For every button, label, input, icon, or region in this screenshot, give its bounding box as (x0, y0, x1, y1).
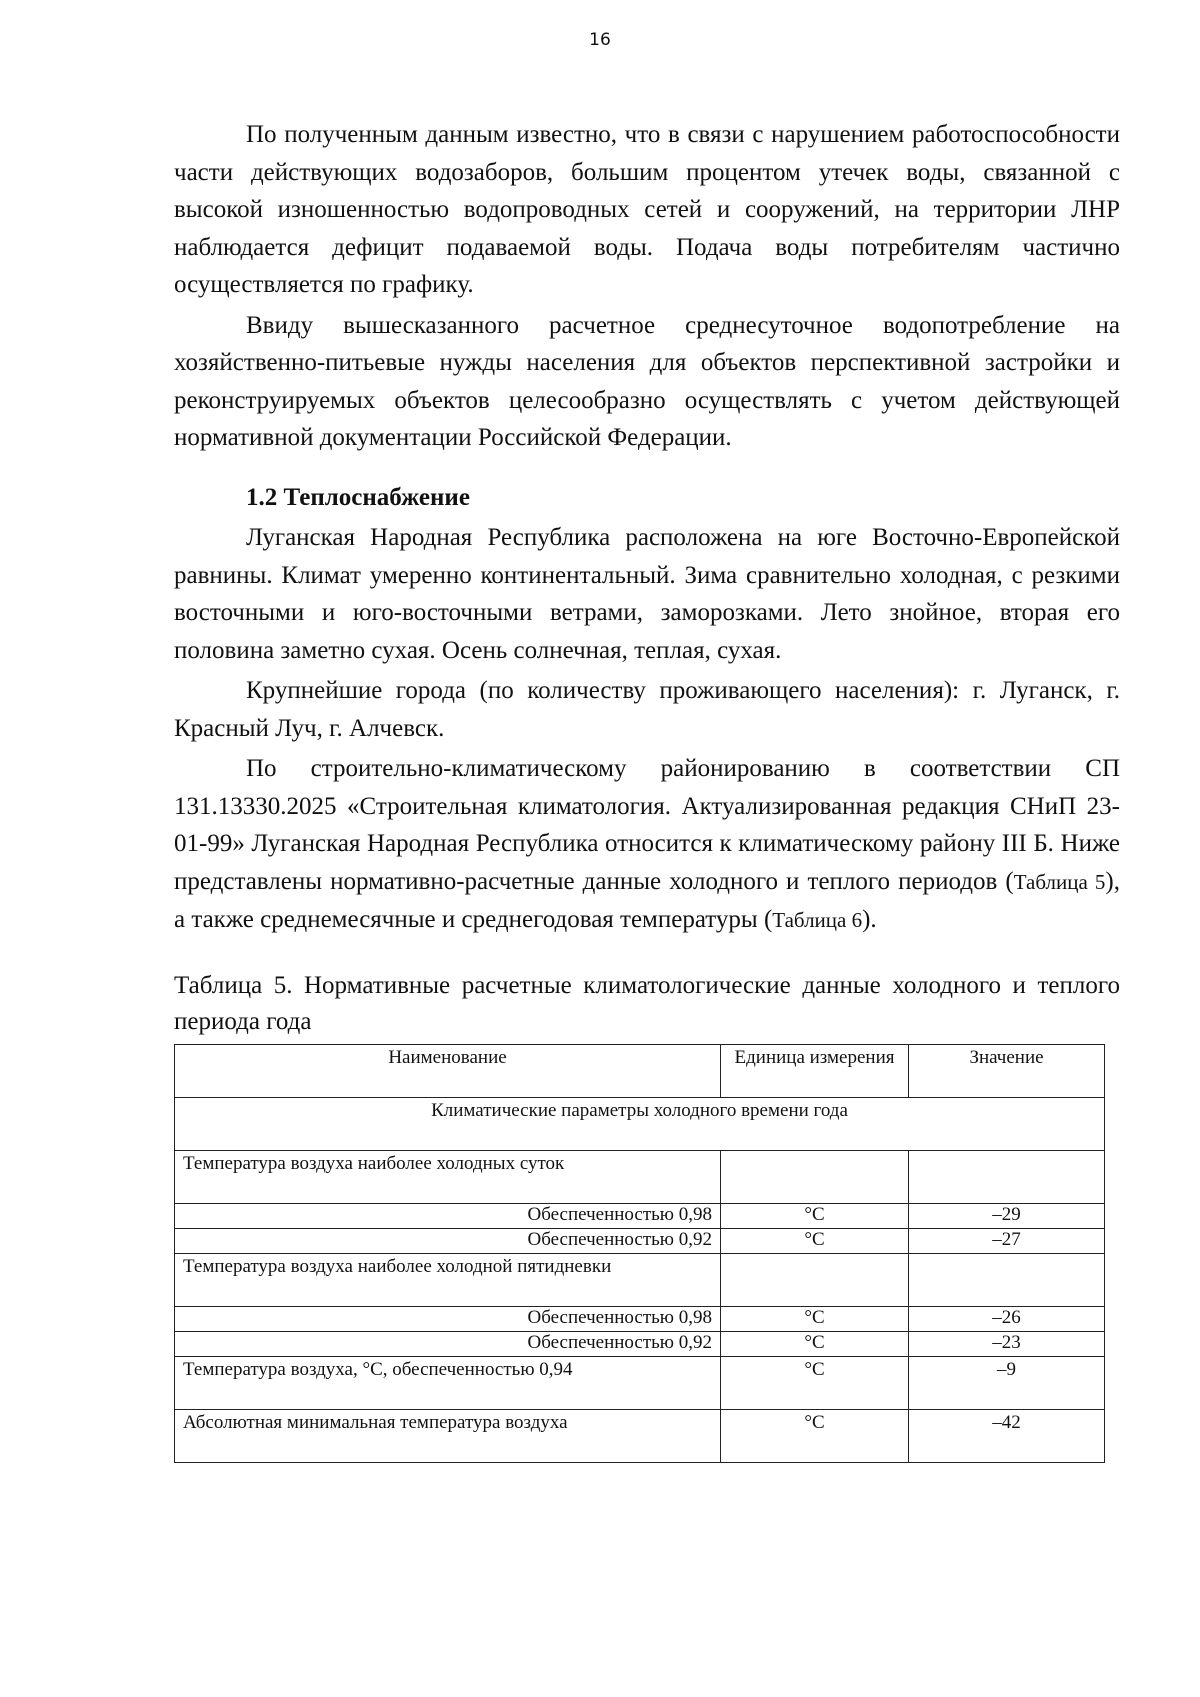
paragraph-climate: Луганская Народная Республика расположена на юге Восточно-Европейской равнины. Климат умеренно континентальный. Зима сравнительно холодная, с резкими восточными и юго-восточными ветрами, заморозками. Лето знойное, вторая его половина заметно сухая. Осень солнечная, теплая, сухая. (174, 524, 1120, 664)
paragraph-water-consumption: Ввиду вышесказанного расчетное среднесуточное водопотребление на хозяйственно-питьевые нужды населения для объектов перспективной застройки и реконструируемых объектов целесообразно осуществлять с учетом действующей нормативной документации Российской Федерации. (174, 311, 1120, 451)
row-unit: °С (721, 1356, 909, 1409)
row-value (909, 1150, 1105, 1203)
row-unit: °С (721, 1203, 909, 1228)
row-name: Обеспеченностью 0,98 (175, 1306, 721, 1331)
zoning-text-a: По строительно-климатическому районированию в соответствии СП 131.13330.2025 «Строительная климатология. Актуализированная редакция СНиП 23-01-99» Луганская Народная Республика относится к климатическому району III Б. Ниже представлены нормативно-расчетные данные холодного и теплого периодов ( (174, 755, 1120, 895)
row-name: Температура воздуха, °С, обеспеченностью 0,94 (175, 1356, 721, 1409)
row-name: Обеспеченностью 0,92 (175, 1331, 721, 1356)
table-row (175, 1306, 1105, 1331)
paragraph-zoning (174, 750, 1120, 940)
row-value: –9 (909, 1356, 1105, 1409)
table-row (175, 1150, 1105, 1203)
zoning-text-b: ), а также среднемесячные и среднегодовая температуры ( (174, 867, 1120, 933)
table-row (175, 1331, 1105, 1356)
row-unit: °С (721, 1228, 909, 1253)
row-name: Обеспеченностью 0,98 (175, 1203, 721, 1228)
table-caption: Таблица 5. Нормативные расчетные климатологические данные холодного и теплого периода года (174, 971, 1120, 1035)
row-value: –29 (909, 1203, 1105, 1228)
row-unit: °С (721, 1409, 909, 1462)
document-body (174, 116, 1120, 1463)
header-unit: Единица измерения (721, 1044, 909, 1097)
row-unit (721, 1150, 909, 1203)
paragraph-cities: Крупнейшие города (по количеству проживающего населения): г. Луганск, г. Красный Луч, г. Алчевск. (174, 677, 1120, 742)
table-row (175, 1203, 1105, 1228)
paragraph-water-deficit: По полученным данным известно, что в связи с нарушением работоспособности части действующих водозаборов, большим процентом утечек воды, связанной с высокой изношенностью водопроводных сетей и сооружений, на территории ЛНР наблюдается дефицит подаваемой воды. Подача воды потребителям частично осуществляется по графику. (174, 121, 1120, 298)
page-number: 16 (589, 30, 611, 50)
row-unit: °С (721, 1306, 909, 1331)
climate-table (174, 1044, 1105, 1463)
table-row (175, 1409, 1105, 1462)
table-row (175, 1228, 1105, 1253)
row-value: –42 (909, 1409, 1105, 1462)
table-group-row (175, 1097, 1105, 1150)
table-6-reference[interactable]: Таблица 6 (772, 908, 863, 932)
row-value (909, 1253, 1105, 1306)
row-value: –26 (909, 1306, 1105, 1331)
row-unit: °С (721, 1331, 909, 1356)
row-name: Температура воздуха наиболее холодной пятидневки (175, 1253, 721, 1306)
header-value: Значение (909, 1044, 1105, 1097)
table-5-reference[interactable]: Таблица 5 (1013, 869, 1106, 894)
row-unit (721, 1253, 909, 1306)
row-name: Температура воздуха наиболее холодных суток (175, 1150, 721, 1203)
table-header-row (175, 1044, 1105, 1097)
section-heading: 1.2 Теплоснабжение (246, 483, 470, 511)
row-name: Обеспеченностью 0,92 (175, 1228, 721, 1253)
header-name: Наименование (175, 1044, 721, 1097)
row-value: –23 (909, 1331, 1105, 1356)
zoning-text-c: ). (862, 906, 877, 933)
row-value: –27 (909, 1228, 1105, 1253)
table-row (175, 1356, 1105, 1409)
table-row (175, 1253, 1105, 1306)
row-name: Абсолютная минимальная температура воздуха (175, 1409, 721, 1462)
group-title: Климатические параметры холодного времени года (175, 1097, 1105, 1150)
